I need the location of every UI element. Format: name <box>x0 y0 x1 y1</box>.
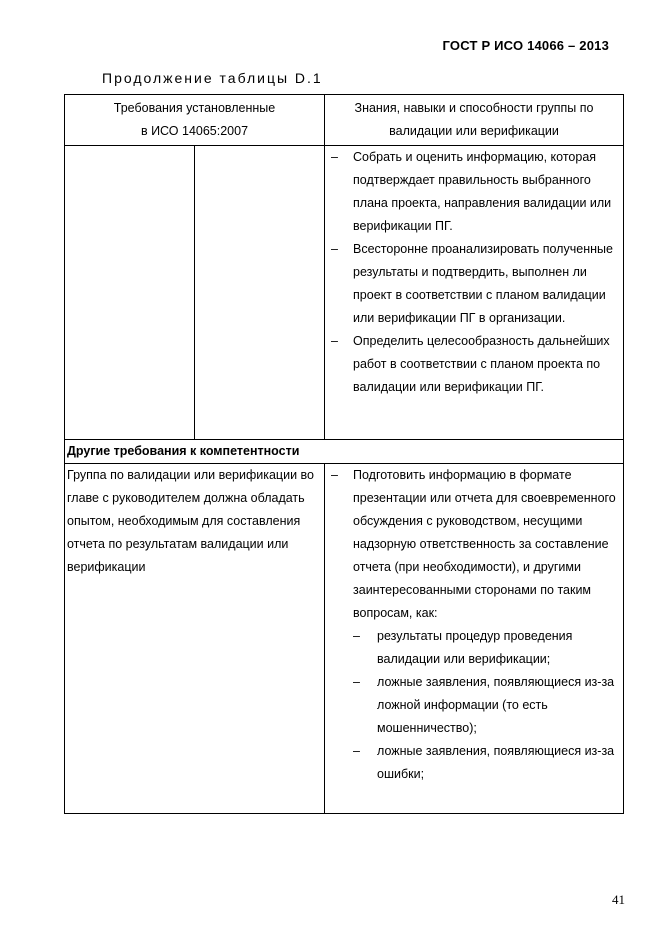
sub-list <box>353 625 619 786</box>
list-item-text: Подготовить информацию в формате презентации или отчета для своевременного обсуждения с руководством, несущими надзорную ответственность за составление отчета (при необходимости), и другими заинтересованными сторонами по таким вопросам, как: <box>353 468 616 620</box>
empty-cell <box>65 146 195 440</box>
header-cell-requirements <box>65 95 325 146</box>
section-title: Другие требования к компетентности <box>65 440 624 464</box>
header-cell-competencies <box>325 95 624 146</box>
competencies-cell <box>325 146 624 440</box>
competencies-cell <box>325 464 624 814</box>
list-item <box>325 464 623 786</box>
table-header-row <box>65 95 624 146</box>
header-line: Требования установленные <box>113 101 276 115</box>
empty-cell <box>195 146 325 440</box>
section-row <box>65 440 624 464</box>
competence-table <box>64 94 624 814</box>
list-item: – Определить целесообразность дальнейших работ в соответствии с планом проекта по валидации или верификации ПГ. <box>325 330 623 399</box>
competency-list <box>325 464 623 786</box>
sub-list-item: – ложные заявления, появляющиеся из-за ошибки; <box>353 740 619 786</box>
list-item: – Собрать и оценить информацию, которая подтверждает правильность выбранного плана проекта, направления валидации или верификации ПГ. <box>325 146 623 238</box>
header-line: валидации или верификации <box>389 124 559 138</box>
header-line: Знания, навыки и способности группы по <box>354 101 594 115</box>
competency-list <box>325 146 623 399</box>
table-row <box>65 146 624 440</box>
table-caption: Продолжение таблицы D.1 <box>102 70 323 86</box>
list-item: – Всесторонне проанализировать полученные результаты и подтвердить, выполнен ли проект в соответствии с планом валидации или верификации ПГ в организации. <box>325 238 623 330</box>
header-line: в ИСО 14065:2007 <box>140 124 249 138</box>
sub-list-item: – результаты процедур проведения валидации или верификации; <box>353 625 619 671</box>
sub-list-item: – ложные заявления, появляющиеся из-за ложной информации (то есть мошенничество); <box>353 671 619 740</box>
standard-designation: ГОСТ Р ИСО 14066 – 2013 <box>442 38 609 53</box>
requirement-cell: Группа по валидации или верификации во главе с руководителем должна обладать опытом, необходимым для составления отчета по результатам валидации или верификации <box>65 464 325 814</box>
table-row <box>65 464 624 814</box>
page-number: 41 <box>612 892 625 907</box>
